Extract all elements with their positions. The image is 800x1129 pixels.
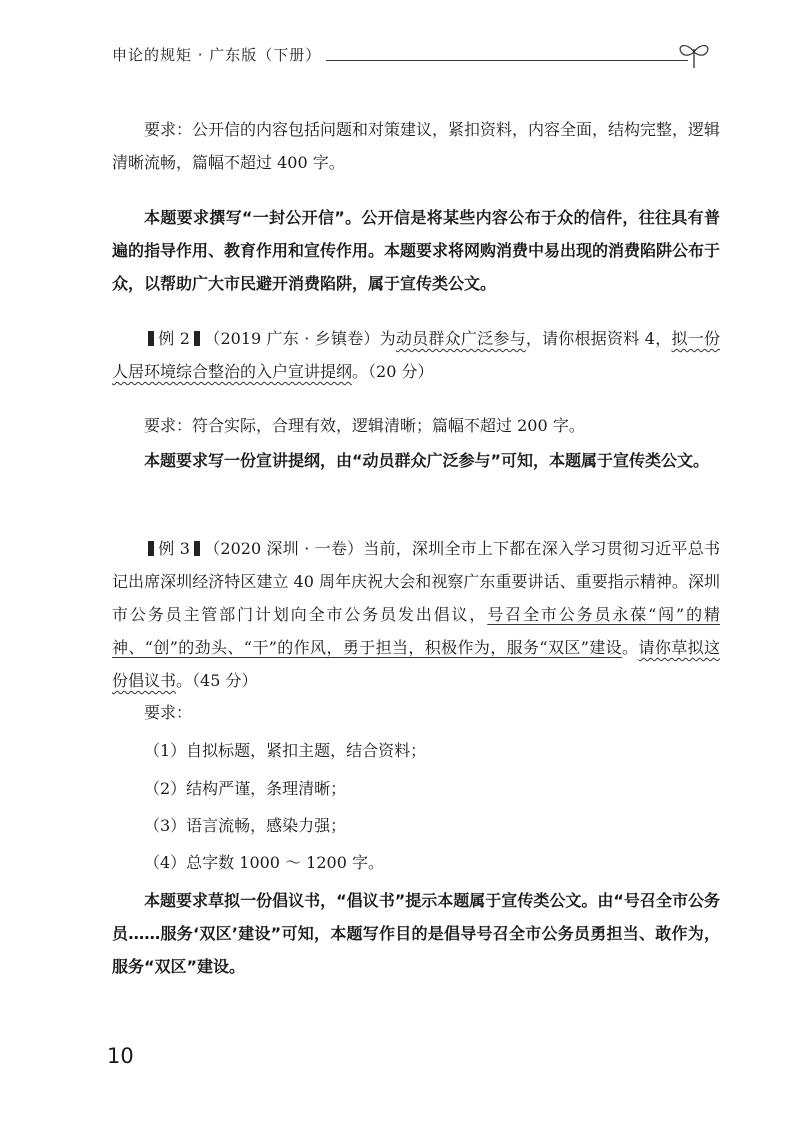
example-2-task: 拟一份人居环境综合整治的入户宣讲提纲 [112, 329, 720, 381]
header-rule [326, 60, 688, 61]
paragraph-analysis-outline: 本题要求写一份宣讲提纲，由“动员群众广泛参与”可知，本题属于宣传类公文。 [144, 451, 710, 470]
sprout-icon [672, 40, 716, 70]
example-3-label: 例 3 [158, 539, 190, 558]
example-3-text: （2020 深圳 · 一卷）当前，深圳全市上下都在深入学习贯彻习近平总书记出席深圳经济特区建立 40 周年庆祝大会和视察广东重要讲话、重要指示精神。深圳市公务员主管部门计划向全市公务员发出倡议， [112, 539, 720, 624]
example-2 [112, 322, 720, 388]
requirement-item: （2）结构严谨，条理清晰； [144, 779, 347, 798]
requirements-label: 要求： [144, 703, 193, 722]
bracket-mark [194, 541, 200, 556]
example-2-label: 例 2 [158, 329, 190, 348]
example-3 [112, 532, 720, 697]
example-3-text-end: 。 [622, 638, 639, 657]
paragraph-analysis-proposal: 本题要求草拟一份倡议书，“倡议书”提示本题属于宣传类公文。由“号召全市公务员……服务‘双区’建设”可知，本题写作目的是倡导号召全市公务员勇担当、敢作为，服务“双区”建设。 [112, 891, 720, 976]
running-header [112, 40, 722, 70]
example-3-task: 请你草拟这份倡议书 [112, 638, 720, 690]
requirement-item: （3）语言流畅，感染力强； [144, 816, 347, 835]
example-2-emphasis: 动员群众广泛参与 [395, 329, 526, 348]
header-title: 申论的规矩 · 广东版（下册） [112, 46, 322, 64]
example-3-score: 。（45 分） [176, 671, 258, 690]
requirement-item: （4）总字数 1000 ～ 1200 字。 [144, 853, 384, 872]
example-3-underlined: 号召全市公务员永葆“闯”的精神、“创”的劲头、“干”的作风，勇于担当，积极作为，服务“双区”建设 [112, 605, 720, 657]
example-2-score: 。（20 分） [352, 362, 434, 381]
bracket-mark [194, 331, 200, 346]
example-2-source: （2019 广东 · 乡镇卷）为 [203, 329, 396, 348]
paragraph-requirement-letter: 要求：公开信的内容包括问题和对策建议，紧扣资料，内容全面，结构完整，逻辑清晰流畅，篇幅不超过 400 字。 [112, 120, 721, 172]
requirement-item: （1）自拟标题，紧扣主题，结合资料； [144, 741, 427, 760]
page-number: 10 [107, 1044, 134, 1068]
bracket-mark [148, 331, 154, 346]
bracket-mark [148, 541, 154, 556]
paragraph-requirement-outline: 要求：符合实际，合理有效，逻辑清晰；篇幅不超过 200 字。 [144, 416, 585, 435]
example-2-text: ，请你根据资料 4， [525, 329, 672, 348]
paragraph-analysis-letter: 本题要求撰写“一封公开信”。公开信是将某些内容公布于众的信件，往往具有普遍的指导作用、教育作用和宣传作用。本题要求将网购消费中易出现的消费陷阱公布于众，以帮助广大市民避开消费陷阱，属于宣传类公文。 [112, 208, 721, 293]
